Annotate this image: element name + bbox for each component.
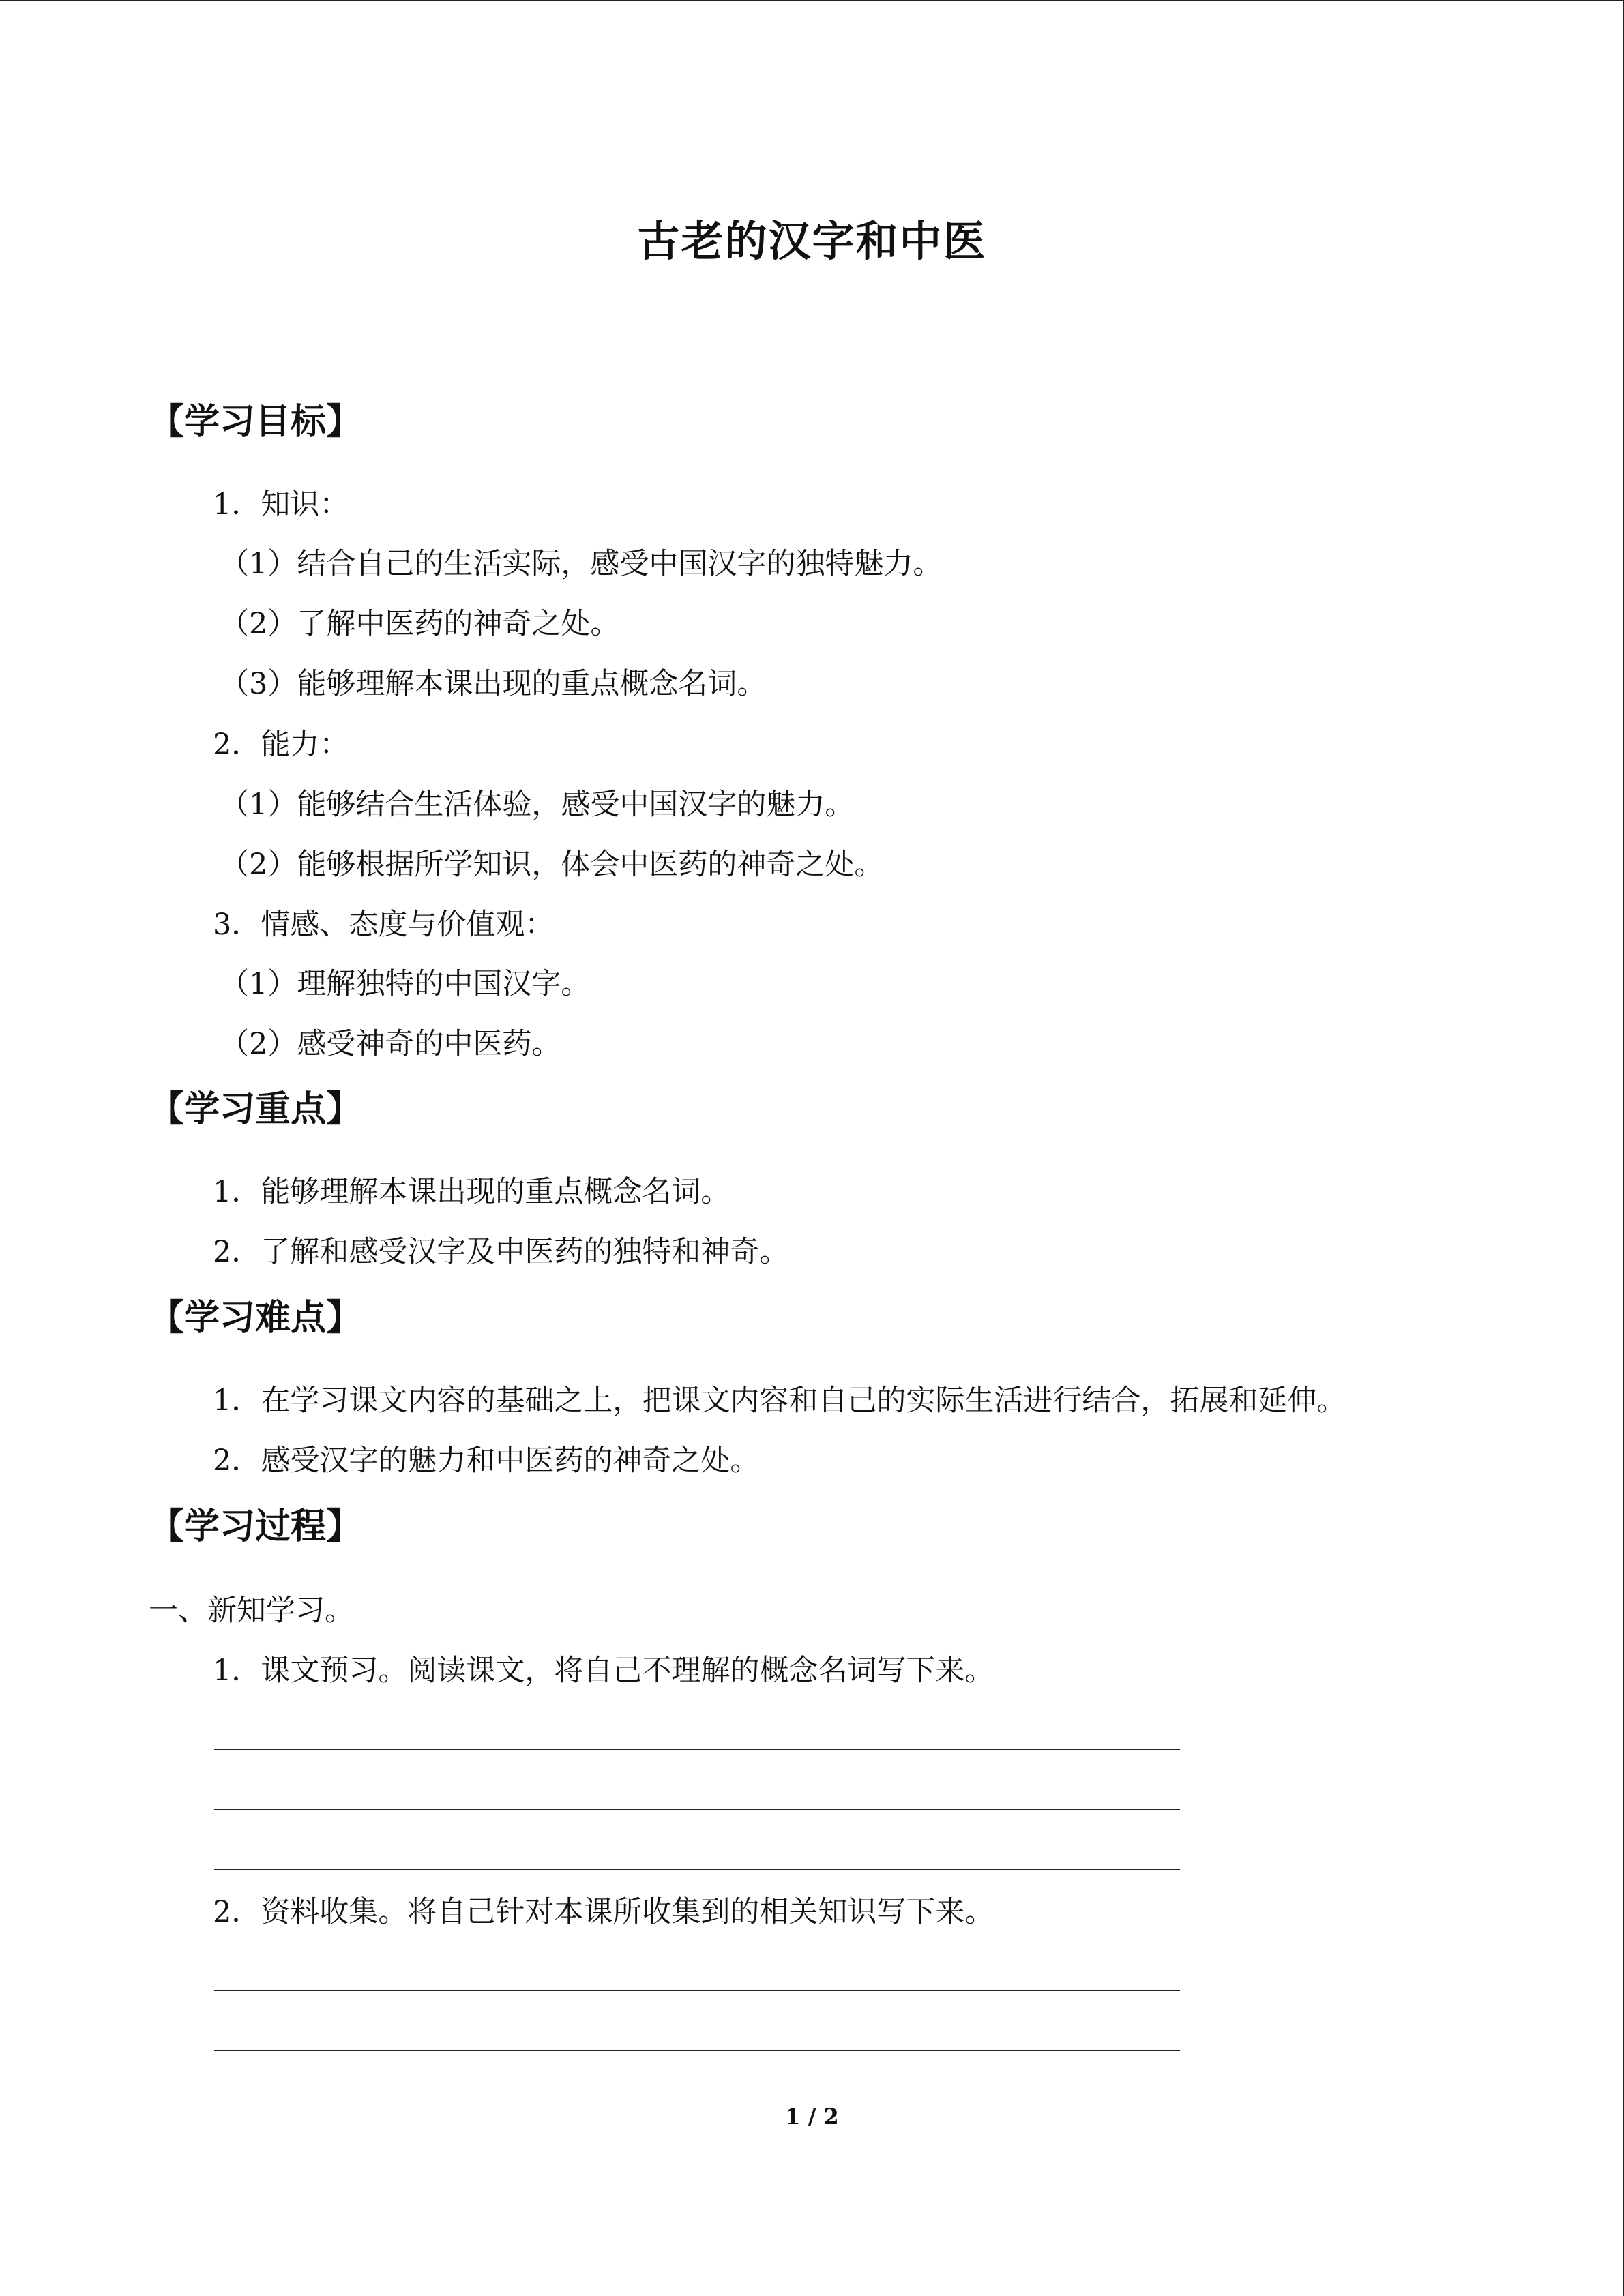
key-point-1: 1．能够理解本课出现的重点概念名词。 <box>213 1175 730 1209</box>
process-part-1: 一、新知学习。 <box>149 1594 354 1628</box>
ability-label: 2．能力： <box>213 728 349 762</box>
answer-line[interactable] <box>214 2050 1180 2051</box>
key-points-heading: 【学习重点】 <box>149 1088 362 1130</box>
answer-line[interactable] <box>214 1749 1180 1750</box>
task-2-prompt: 2．资料收集。将自己针对本课所收集到的相关知识写下来。 <box>213 1895 994 1929</box>
attitude-item-2: （2）感受神奇的中医药。 <box>220 1027 561 1061</box>
page-title: 古老的汉字和中医 <box>637 216 987 266</box>
key-point-2: 2．了解和感受汉字及中医药的独特和神奇。 <box>213 1235 789 1269</box>
task-1-prompt: 1．课文预习。阅读课文，将自己不理解的概念名词写下来。 <box>213 1654 994 1688</box>
objectives-heading: 【学习目标】 <box>149 401 362 443</box>
attitude-label: 3．情感、态度与价值观： <box>213 908 555 942</box>
answer-line[interactable] <box>214 1990 1180 1991</box>
page-number: 1 / 2 <box>785 2104 839 2130</box>
process-heading: 【学习过程】 <box>149 1506 362 1547</box>
answer-line[interactable] <box>214 1809 1180 1810</box>
attitude-item-1: （1）理解独特的中国汉字。 <box>220 967 591 1001</box>
ability-item-1: （1）能够结合生活体验，感受中国汉字的魅力。 <box>220 788 855 822</box>
knowledge-item-3: （3）能够理解本课出现的重点概念名词。 <box>220 667 767 701</box>
knowledge-item-1: （1）结合自己的生活实际，感受中国汉字的独特魅力。 <box>220 547 943 581</box>
difficulty-1: 1．在学习课文内容的基础之上，把课文内容和自己的实际生活进行结合，拓展和延伸。 <box>213 1384 1346 1418</box>
ability-item-2: （2）能够根据所学知识，体会中医药的神奇之处。 <box>220 848 884 882</box>
answer-line[interactable] <box>214 1869 1180 1870</box>
knowledge-item-2: （2）了解中医药的神奇之处。 <box>220 607 620 641</box>
knowledge-label: 1．知识： <box>213 488 349 522</box>
difficulty-2: 2．感受汉字的魅力和中医药的神奇之处。 <box>213 1444 760 1478</box>
difficulties-heading: 【学习难点】 <box>149 1297 362 1339</box>
